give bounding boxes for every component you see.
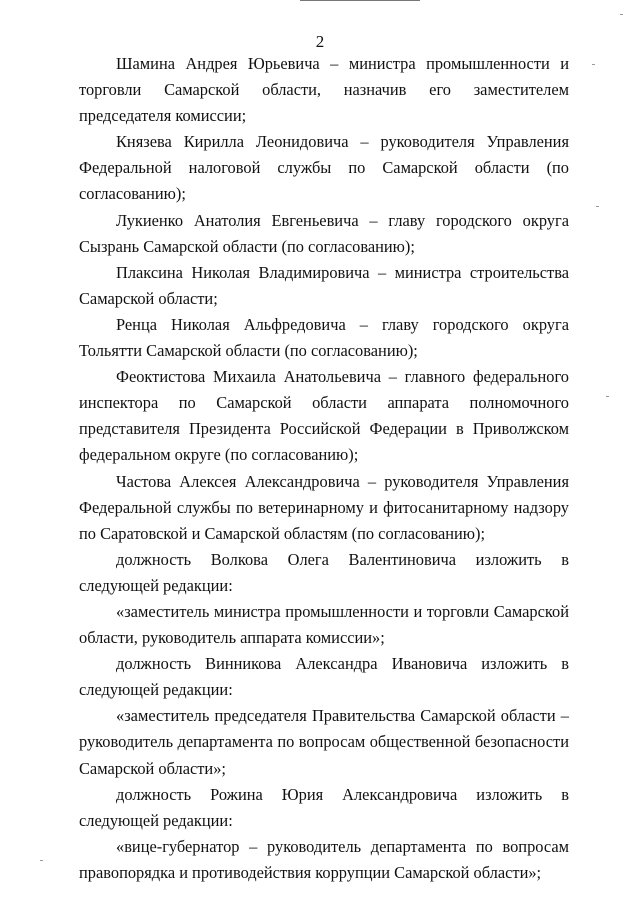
- document-body: [79, 51, 569, 886]
- paragraph-knyazev: Князева Кирилла Леонидовича – руководителя Управления Федеральной налоговой службы по Самарской области (по согласованию);: [79, 132, 569, 204]
- scan-speck: [40, 860, 43, 861]
- top-edge-line: [300, 0, 420, 1]
- paragraph-rozhin-position: должность Рожина Юрия Александровича изложить в следующей редакции:: [79, 784, 569, 830]
- paragraph-volkov-quote: «заместитель министра промышленности и торговли Самарской области, руководитель аппарата комиссии»;: [79, 601, 569, 648]
- scan-speck: [596, 206, 599, 207]
- scan-speck: [620, 14, 623, 15]
- paragraph-rents: Ренца Николая Альфредовича – главу городского округа Тольятти Самарской области (по согласованию);: [79, 314, 569, 361]
- paragraph-vinnikov-position: должность Винникова Александра Ивановича изложить в следующей редакции:: [79, 654, 569, 700]
- paragraph-vinnikov-quote: «заместитель председателя Правительства Самарской области – руководитель департамента по вопросам общественной безопасности Самарской области»;: [79, 706, 569, 778]
- paragraph-rozhin-quote: «вице-губернатор – руководитель департамента по вопросам правопорядка и противодействия коррупции Самарской области»;: [79, 836, 569, 882]
- scan-speck: [606, 396, 609, 397]
- paragraph-lukienko: Лукиенко Анатолия Евгеньевича – главу городского округа Сызрань Самарской области (по согласованию);: [79, 210, 569, 256]
- paragraph-chastov: Частова Алексея Александровича – руководителя Управления Федеральной службы по ветеринарному и фитосанитарному надзору по Саратовской и Самарской областям (по согласованию);: [79, 471, 569, 543]
- paragraph-shamin: Шамина Андрея Юрьевича – министра промышленности и торговли Самарской области, назначив его заместителем председателя комиссии;: [79, 54, 569, 126]
- paragraph-volkov-position: должность Волкова Олега Валентиновича изложить в следующей редакции:: [79, 549, 569, 595]
- scan-speck: [592, 64, 595, 65]
- paragraph-plaksin: Плаксина Николая Владимировича – министра строительства Самарской области;: [79, 262, 569, 308]
- page-number: 2: [315, 32, 325, 51]
- paragraph-feoktistov: Феоктистова Михаила Анатольевича – главного федерального инспектора по Самарской области аппарата полномочного представителя Президента Российской Федерации в Приволжском федеральном округе (по согласованию);: [79, 367, 569, 465]
